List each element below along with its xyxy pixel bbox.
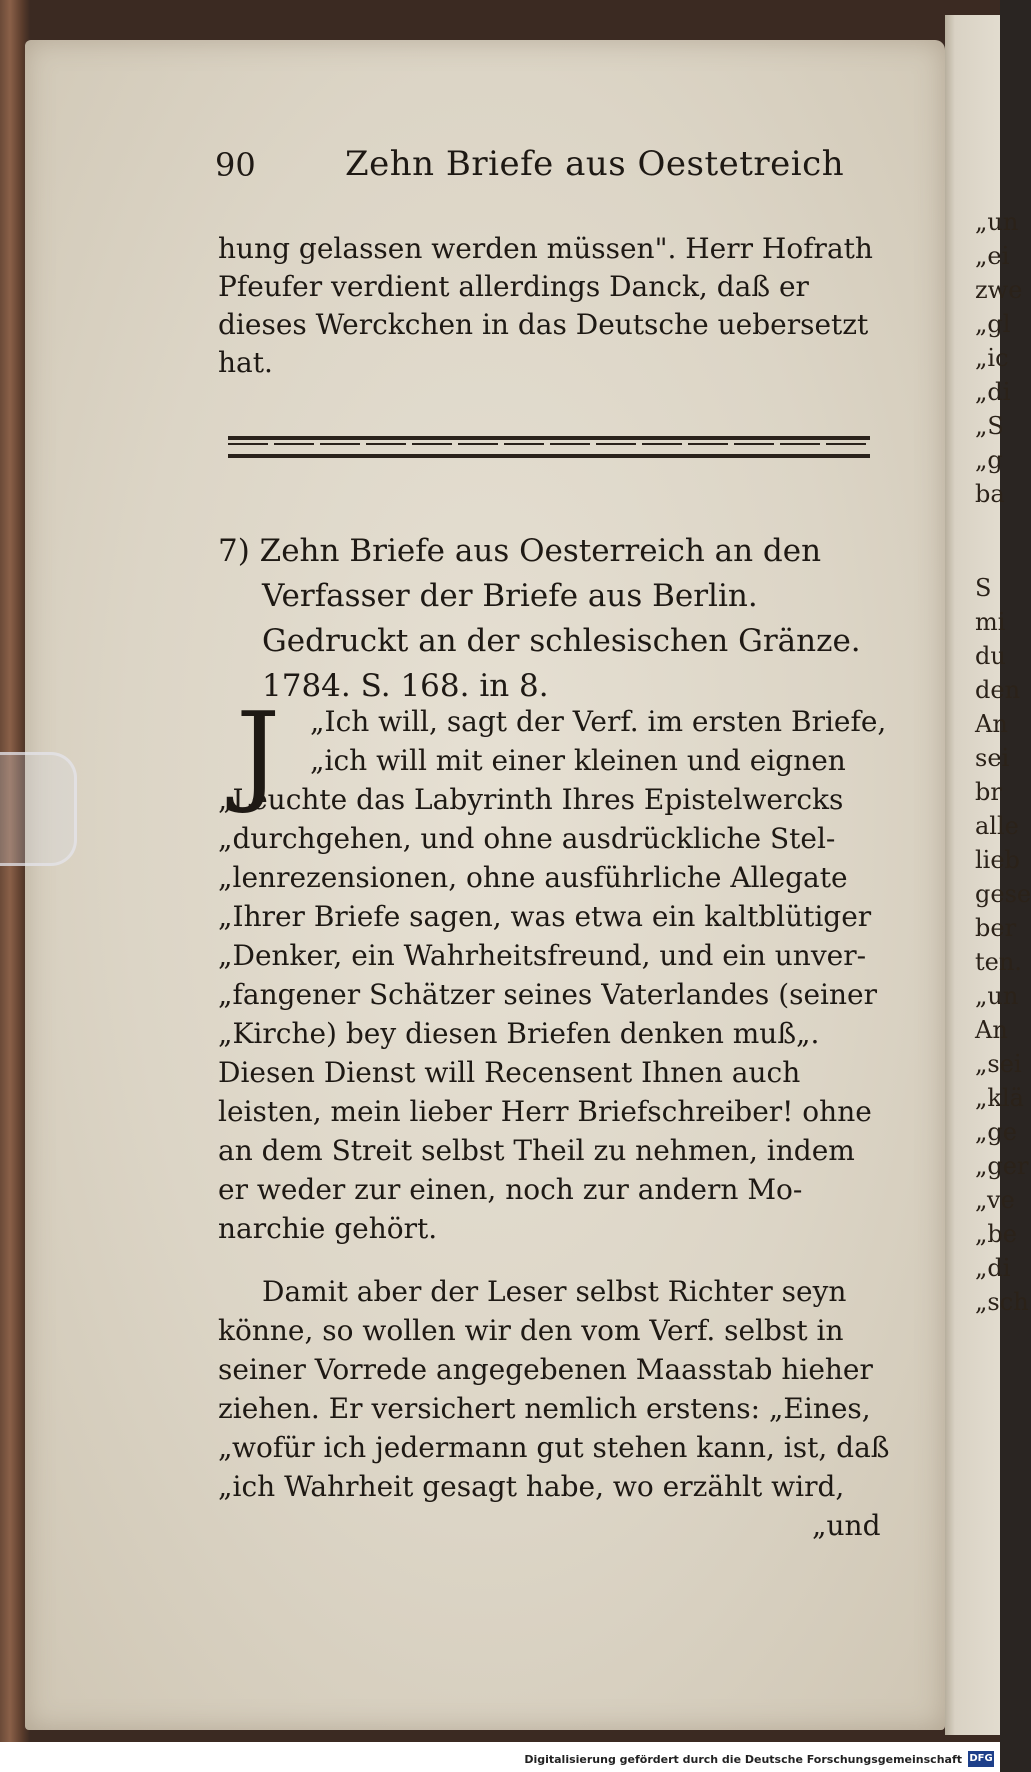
text-line: „lenrezensionen, ohne ausführliche Allegate <box>218 861 848 894</box>
text-line: „fangener Schätzer seines Vaterlandes (seiner <box>218 978 877 1011</box>
text-line: Pfeufer verdient allerdings Danck, daß er <box>218 270 809 303</box>
next-page-fragment: gese <box>975 880 1031 908</box>
next-page-fragment: „ei <box>975 242 1010 270</box>
text-line: „Leuchte das Labyrinth Ihres Epistelwercks <box>218 783 844 816</box>
next-page-fragment: „gl <box>975 310 1011 338</box>
next-page-fragment: „ger <box>975 1152 1029 1180</box>
text-line: hung gelassen werden müssen". Herr Hofrath <box>218 232 873 265</box>
entry-line: 7) Zehn Briefe aus Oesterreich an den <box>218 533 822 569</box>
dfg-logo-icon: DFG <box>968 1751 994 1767</box>
next-page-fragment: „sch <box>975 1288 1029 1316</box>
next-page-fragment: An <box>975 710 1008 738</box>
text-line: „ich Wahrheit gesagt habe, wo erzählt wird, <box>218 1470 845 1503</box>
next-page-fragment: sei <box>975 744 1010 772</box>
text-line: „Ich will, sagt der Verf. im ersten Briefe, <box>310 705 887 738</box>
text-line: seiner Vorrede angegebenen Maasstab hieher <box>218 1353 873 1386</box>
next-page-fragment: alle <box>975 812 1019 840</box>
running-title: Zehn Briefe aus Oestetreich <box>345 144 845 184</box>
next-page-fragment: den <box>975 676 1021 704</box>
next-page-fragment: „klä <box>975 1084 1024 1112</box>
next-page-edge <box>945 15 1031 1735</box>
catchword: „und <box>812 1509 881 1542</box>
footer-credit: Digitalisierung gefördert durch die Deutsche Forschungsgemeinschaft <box>524 1753 962 1766</box>
drop-capital: J <box>236 688 281 816</box>
entry-line: 1784. S. 168. in 8. <box>262 668 549 704</box>
next-page-fragment: ba <box>975 480 1005 508</box>
text-line: an dem Streit selbst Theil zu nehmen, indem <box>218 1134 855 1167</box>
entry-line: Verfasser der Briefe aus Berlin. <box>262 578 758 614</box>
next-page-fragment: „ve <box>975 1186 1015 1214</box>
text-line: „wofür ich jedermann gut stehen kann, ist, daß <box>218 1431 890 1464</box>
text-line: Damit aber der Leser selbst Richter seyn <box>262 1275 847 1308</box>
next-page-fragment: An <box>975 1016 1008 1044</box>
footer-bar <box>0 1742 1000 1772</box>
next-page-fragment: lieb <box>975 846 1020 874</box>
text-line: „Ihrer Briefe sagen, was etwa ein kaltblütiger <box>218 900 872 933</box>
text-line: könne, so wollen wir den vom Verf. selbst in <box>218 1314 844 1347</box>
text-line: „durchgehen, und ohne ausdrückliche Stel- <box>218 822 836 855</box>
text-line: er weder zur einen, noch zur andern Mo- <box>218 1173 803 1206</box>
next-page-fragment: „S <box>975 412 1004 440</box>
text-line: „Denker, ein Wahrheitsfreund, und ein unver- <box>218 939 867 972</box>
next-page-fragment: „ge <box>975 1118 1017 1146</box>
next-page-fragment: „di <box>975 378 1011 406</box>
page-number: 90 <box>215 146 256 184</box>
text-line: dieses Werckchen in das Deutsche uebersetzt <box>218 308 869 341</box>
entry-line: Gedruckt an der schlesischen Gränze. <box>262 623 861 659</box>
next-page-fragment: „di <box>975 1254 1011 1282</box>
next-page-fragment: mi <box>975 608 1006 636</box>
next-page-fragment: S <box>975 574 992 602</box>
next-page-fragment: „ic <box>975 344 1009 372</box>
next-page-fragment: du <box>975 642 1006 670</box>
text-line: leisten, mein lieber Herr Briefschreiber! ohne <box>218 1095 872 1128</box>
next-page-fragment: ber <box>975 914 1017 942</box>
text-line: „Kirche) bey diesen Briefen denken muß„. <box>218 1017 820 1050</box>
next-page-fragment: „g <box>975 446 1003 474</box>
next-page-fragment: „un <box>975 208 1019 236</box>
text-line: Diesen Dienst will Recensent Ihnen auch <box>218 1056 801 1089</box>
next-page-fragment: ten. <box>975 948 1022 976</box>
next-page-fragment: „be <box>975 1220 1017 1248</box>
text-line: narchie gehört. <box>218 1212 438 1245</box>
next-page-fragment: „sei <box>975 1050 1022 1078</box>
next-page-fragment: br <box>975 778 1002 806</box>
text-line: ziehen. Er versichert nemlich erstens: „Eines, <box>218 1392 871 1425</box>
section-divider <box>228 436 870 458</box>
next-page-fragment: zwe <box>975 276 1023 304</box>
text-line: „ich will mit einer kleinen und eignen <box>310 744 846 777</box>
next-page-fragment: „un <box>975 982 1019 1010</box>
page-clip <box>0 752 77 866</box>
text-line: hat. <box>218 346 273 379</box>
